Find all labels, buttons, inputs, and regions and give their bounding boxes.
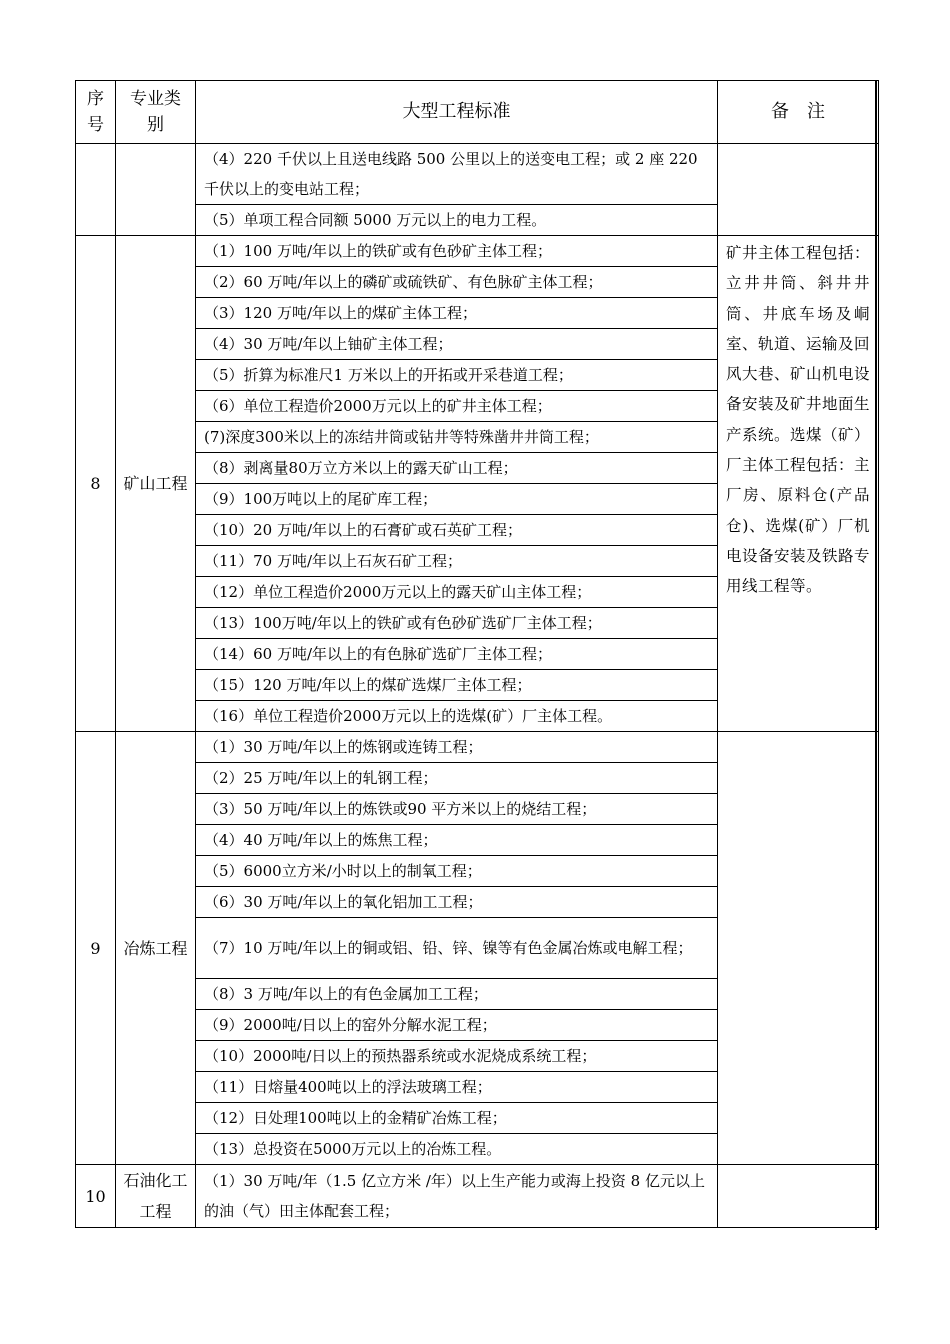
continued-no-cell [76, 144, 116, 236]
table-row [76, 732, 879, 763]
standard-item: （3）120 万吨/年以上的煤矿主体工程； [196, 298, 718, 329]
standard-item: （1）100 万吨/年以上的铁矿或有色砂矿主体工程； [196, 236, 718, 267]
standard-item: （4）40 万吨/年以上的炼焦工程； [196, 825, 718, 856]
standard-item: （6）30 万吨/年以上的氧化铝加工工程； [196, 887, 718, 918]
standard-item: （11）日熔量400吨以上的浮法玻璃工程； [196, 1072, 718, 1103]
table-row [76, 236, 879, 267]
standard-item: （10）2000吨/日以上的预热器系统或水泥烧成系统工程； [196, 1041, 718, 1072]
table-row [76, 1165, 879, 1228]
continued-remark-cell [718, 144, 879, 236]
standard-item: （4）220 千伏以上且送电线路 500 公里以上的送变电工程；或 2 座 220 千伏以上的变电站工程； [196, 144, 718, 205]
standard-item: （9）100万吨以上的尾矿库工程； [196, 484, 718, 515]
group-no: 8 [76, 236, 116, 732]
table-outer-border [875, 80, 877, 1230]
standard-item: （5）6000立方米/小时以上的制氧工程； [196, 856, 718, 887]
group-remark: 矿井主体工程包括：立井井筒、斜井井筒、井底车场及峒室、轨道、运输及回风大巷、矿山机电设备安装及矿井地面生产系统。选煤（矿）厂主体工程包括：主厂房、原料仓(产品仓)、选煤(矿）厂机电设备安装及铁路专用线工程等。 [718, 236, 879, 732]
group-remark [718, 732, 879, 1165]
standard-item: （10）20 万吨/年以上的石膏矿或石英矿工程； [196, 515, 718, 546]
standard-item: （11）70 万吨/年以上石灰石矿工程； [196, 546, 718, 577]
group-category: 冶炼工程 [116, 732, 196, 1165]
header-no: 序号 [76, 81, 116, 144]
standard-item: （2）25 万吨/年以上的轧钢工程； [196, 763, 718, 794]
group-category: 石油化工工程 [116, 1165, 196, 1228]
standard-item: （5）折算为标准尺1 万米以上的开拓或开采巷道工程； [196, 360, 718, 391]
standard-item: （8）3 万吨/年以上的有色金属加工工程； [196, 979, 718, 1010]
standard-item: （7）10 万吨/年以上的铜或铝、铅、锌、镍等有色金属冶炼或电解工程； [196, 918, 718, 979]
standard-item: （1）30 万吨/年以上的炼钢或连铸工程； [196, 732, 718, 763]
standard-item: (7)深度300米以上的冻结井筒或钻井等特殊凿井井筒工程； [196, 422, 718, 453]
group-no: 9 [76, 732, 116, 1165]
standard-item: （2）60 万吨/年以上的磷矿或硫铁矿、有色脉矿主体工程； [196, 267, 718, 298]
group-category: 矿山工程 [116, 236, 196, 732]
standard-item: （13）总投资在5000万元以上的冶炼工程。 [196, 1134, 718, 1165]
continued-category-cell [116, 144, 196, 236]
standard-item: （6）单位工程造价2000万元以上的矿井主体工程； [196, 391, 718, 422]
table-header-row [76, 81, 879, 144]
standard-item: （12）日处理100吨以上的金精矿冶炼工程； [196, 1103, 718, 1134]
standard-item: （15）120 万吨/年以上的煤矿选煤厂主体工程； [196, 670, 718, 701]
standard-item: （13）100万吨/年以上的铁矿或有色砂矿选矿厂主体工程； [196, 608, 718, 639]
standard-item: （5）单项工程合同额 5000 万元以上的电力工程。 [196, 205, 718, 236]
header-remark: 备 注 [718, 81, 879, 144]
standard-item: （3）50 万吨/年以上的炼铁或90 平方米以上的烧结工程； [196, 794, 718, 825]
standard-item: （12）单位工程造价2000万元以上的露天矿山主体工程； [196, 577, 718, 608]
header-category: 专业类别 [116, 81, 196, 144]
engineering-standards-table [75, 80, 879, 1228]
header-standard: 大型工程标准 [196, 81, 718, 144]
table-row [76, 144, 879, 205]
standard-item: （9）2000吨/日以上的窑外分解水泥工程； [196, 1010, 718, 1041]
standard-item: （4）30 万吨/年以上铀矿主体工程； [196, 329, 718, 360]
group-no: 10 [76, 1165, 116, 1228]
group-remark [718, 1165, 879, 1228]
standard-item: （14）60 万吨/年以上的有色脉矿选矿厂主体工程； [196, 639, 718, 670]
standard-item: （1）30 万吨/年（1.5 亿立方米 /年）以上生产能力或海上投资 8 亿元以上的油（气）田主体配套工程； [196, 1165, 718, 1228]
standard-item: （16）单位工程造价2000万元以上的选煤(矿）厂主体工程。 [196, 701, 718, 732]
standard-item: （8）剥离量80万立方米以上的露天矿山工程； [196, 453, 718, 484]
